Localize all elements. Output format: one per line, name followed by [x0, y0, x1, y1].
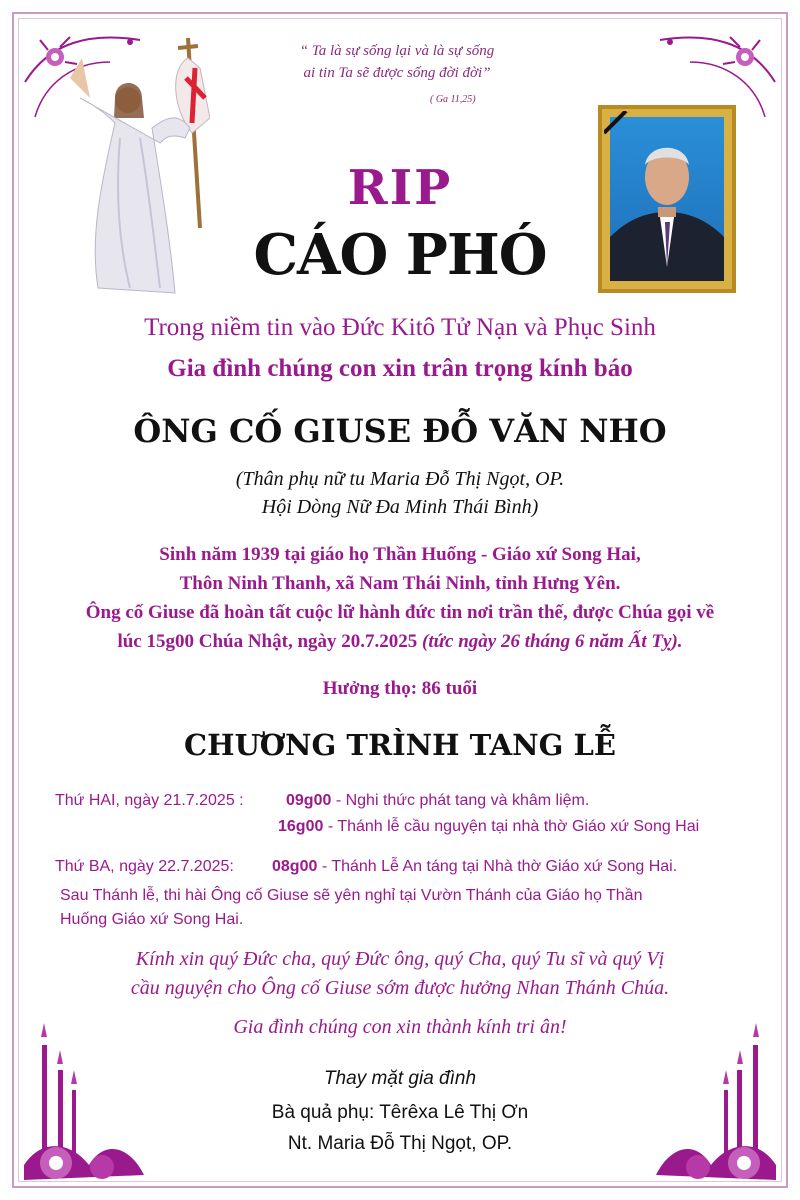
- bio-line-2: Thôn Ninh Thanh, xã Nam Thái Ninh, tỉnh Hưng Yên.: [179, 573, 621, 594]
- age-text: Hưởng thọ: 86 tuổi: [322, 678, 478, 699]
- intro-line-1: Trong niềm tin vào Đức Kitô Tử Nạn và Phục Sinh: [144, 314, 656, 341]
- signature-1: Bà quả phụ: Têrêxa Lê Thị Ơn: [271, 1102, 529, 1123]
- bio-line-4: [0, 627, 800, 656]
- prayer-request: [0, 945, 800, 1003]
- schedule-day-1-item-2: [278, 818, 699, 836]
- schedule-event: - Nghi thức phát tang và khâm liệm.: [335, 792, 590, 809]
- rip-heading: RIP: [347, 160, 453, 216]
- intro-line-2: Gia đình chúng con xin trân trọng kính báo: [167, 355, 633, 382]
- signature-2: Nt. Maria Đỗ Thị Ngọt, OP.: [287, 1133, 513, 1154]
- program-title: CHƯƠNG TRÌNH TANG LỄ: [183, 728, 616, 762]
- bio-line-3: Ông cố Giuse đã hoàn tất cuộc lữ hành đức tin nơi trần thế, được Chúa gọi về: [85, 602, 715, 623]
- thanks-text: Gia đình chúng con xin thành kính tri ân!: [233, 1016, 567, 1038]
- page-title: CÁO PHÓ: [253, 222, 547, 288]
- burial-note: [60, 884, 750, 932]
- burial-note-line-1: Sau Thánh lễ, thi hài Ông cố Giuse sẽ yên nghỉ tại Vườn Thánh của Giáo họ Thần: [60, 887, 643, 904]
- schedule-day-2-item-1: [272, 858, 677, 876]
- death-date: lúc 15g00 Chúa Nhật, ngày 20.7.2025: [117, 631, 418, 652]
- mourning-ribbon-icon: [604, 111, 634, 141]
- quote-line-2: ai tin Ta sẽ được sống đời đời”: [303, 65, 491, 81]
- biography-block: [0, 540, 800, 656]
- quote-reference: ( Ga 11,25): [430, 94, 476, 105]
- prayer-request-line-2: cầu nguyện cho Ông cố Giuse sớm được hưởng Nhan Thánh Chúa.: [130, 977, 670, 999]
- deceased-note-line-2: Hội Dòng Nữ Đa Minh Thái Bình): [261, 496, 539, 518]
- burial-note-line-2: Huống Giáo xứ Song Hai.: [60, 911, 244, 928]
- signature-heading: Thay mặt gia đình: [323, 1068, 477, 1089]
- deceased-note: [0, 465, 800, 521]
- schedule-event: - Thánh Lễ An táng tại Nhà thờ Giáo xứ Song Hai.: [321, 858, 678, 875]
- schedule-day-1-item-1: [286, 792, 589, 810]
- schedule-day-1: [55, 792, 244, 810]
- schedule-time: 08g00: [272, 858, 318, 875]
- schedule-day-1-date: Thứ HAI, ngày 21.7.2025 :: [55, 792, 244, 809]
- schedule-event: - Thánh lễ cầu nguyện tại nhà thờ Giáo xứ Song Hai: [327, 818, 700, 835]
- prayer-request-line-1: Kính xin quý Đức cha, quý Đức ông, quý Cha, quý Tu sĩ và quý Vị: [135, 948, 665, 970]
- quote-line-1: “ Ta là sự sống lại và là sự sống: [299, 43, 495, 59]
- bottom-right-candles: [636, 1015, 786, 1190]
- lunar-date: (tức ngày 26 tháng 6 năm Ất Tỵ).: [422, 631, 683, 652]
- deceased-note-line-1: (Thân phụ nữ tu Maria Đỗ Thị Ngọt, OP.: [235, 468, 565, 490]
- bio-line-1: Sinh năm 1939 tại giáo họ Thần Huống - Giáo xứ Song Hai,: [159, 544, 641, 565]
- schedule-time: 16g00: [278, 818, 324, 835]
- schedule-day-2: [55, 858, 234, 876]
- schedule-day-2-date: Thứ BA, ngày 22.7.2025:: [55, 858, 234, 875]
- scripture-quote: [262, 40, 532, 84]
- schedule-time: 09g00: [286, 792, 332, 809]
- deceased-name: ÔNG CỐ GIUSE ĐỖ VĂN NHO: [133, 412, 667, 450]
- bottom-left-candles: [14, 1015, 164, 1190]
